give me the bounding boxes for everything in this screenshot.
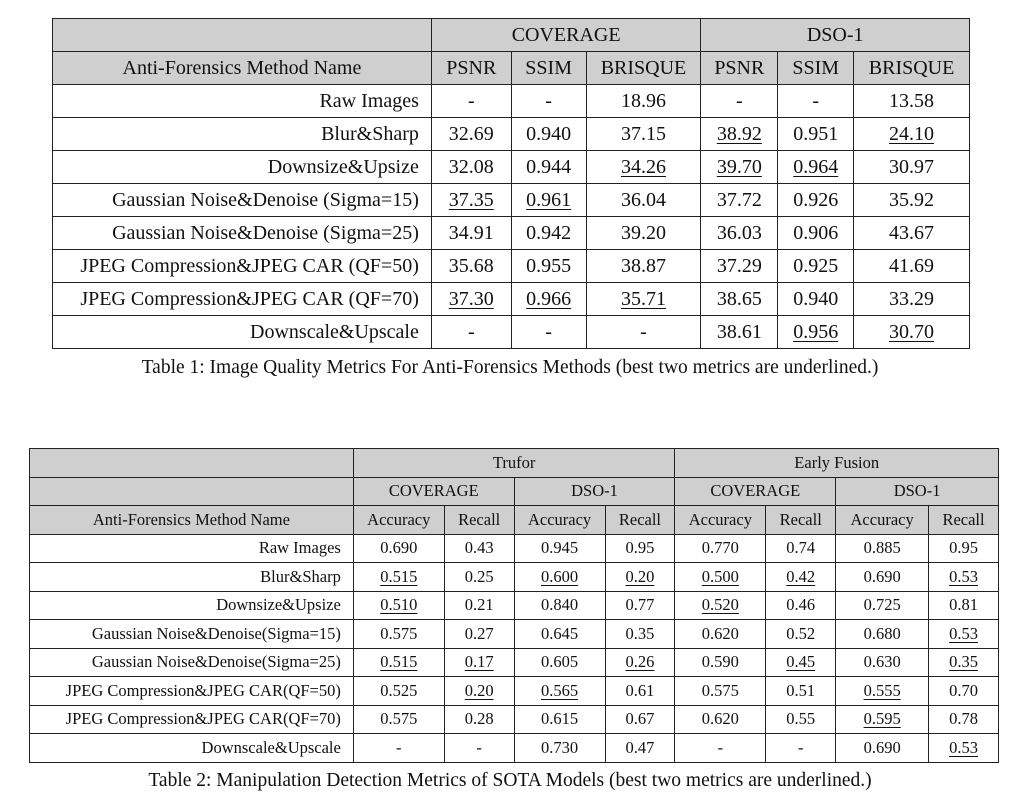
table1-method-name: Downscale&Upscale [53, 316, 432, 349]
table2-metric-header: Accuracy [514, 506, 605, 535]
table1-value: 0.961 [526, 188, 572, 211]
table2-value-cell [514, 591, 605, 620]
table2-caption: Table 2: Manipulation Detection Metrics of SOTA Models (best two metrics are underlined.) [148, 770, 872, 791]
table2-value: - [717, 737, 724, 757]
table2-value: 0.565 [541, 680, 579, 700]
table1-row [53, 85, 970, 118]
table1-method-name: Raw Images [53, 85, 432, 118]
table1-value-cell [586, 118, 701, 151]
table2-value: 0.525 [380, 680, 418, 700]
table1-value-cell [431, 184, 511, 217]
table1-value-cell [778, 151, 854, 184]
table2-value-cell [675, 705, 766, 734]
table1-value: - [467, 320, 475, 343]
table1-value: 0.951 [793, 122, 839, 145]
table2-value-cell [444, 677, 514, 706]
table1-value-cell [511, 250, 586, 283]
table2-value-cell [514, 534, 605, 563]
table1-value-cell [854, 85, 970, 118]
table1-value-cell [586, 316, 701, 349]
table2-value: 0.74 [786, 538, 816, 558]
table2-dataset-header: DSO-1 [836, 477, 999, 506]
table1-value: 0.956 [793, 320, 839, 343]
table1-value: - [545, 89, 552, 112]
table2-value: 0.515 [380, 652, 418, 672]
table1-value-cell [778, 283, 854, 316]
table1-value-cell [586, 184, 701, 217]
table2-value: 0.575 [380, 709, 418, 729]
table2-value-cell [766, 734, 836, 763]
table2-value-cell [766, 534, 836, 563]
table2-metric-header: Accuracy [353, 506, 444, 535]
table2-value-cell [514, 620, 605, 649]
table2-value: 0.945 [541, 538, 579, 558]
table1-method-name: JPEG Compression&JPEG CAR (QF=50) [53, 250, 432, 283]
table1-value: 38.92 [716, 122, 762, 145]
table1-metric-row [53, 52, 970, 85]
table2-value: 0.840 [541, 595, 579, 615]
table2-value: 0.630 [863, 652, 901, 672]
table1-value-cell [431, 283, 511, 316]
table1-body [53, 85, 970, 349]
table1-value: 38.87 [620, 254, 666, 277]
table1-value-cell [431, 316, 511, 349]
table2-value: 0.645 [541, 623, 579, 643]
table2-corner-cell [30, 449, 354, 478]
table1-value: 36.04 [620, 188, 666, 211]
table2-value-cell [675, 620, 766, 649]
table1-method-header: Anti-Forensics Method Name [53, 52, 432, 85]
table1-value: 30.70 [889, 320, 935, 343]
table1-value: 33.29 [889, 287, 935, 310]
table1-value: 35.92 [889, 188, 935, 211]
table2-model-header: Trufor [353, 449, 675, 478]
table2-value: 0.690 [863, 566, 901, 586]
table2-value-cell [675, 648, 766, 677]
table1-row [53, 184, 970, 217]
table1-value: 37.30 [448, 287, 494, 310]
table2-metric-header: Accuracy [836, 506, 929, 535]
table1-value-cell [854, 283, 970, 316]
table2-corner-cell [30, 477, 354, 506]
table1-value: 18.96 [620, 89, 666, 112]
table2-value: 0.730 [541, 737, 579, 757]
table2-value: 0.575 [701, 680, 739, 700]
table2-value-cell [836, 677, 929, 706]
table2-value-cell [675, 591, 766, 620]
table2-value-cell [836, 705, 929, 734]
table2-body [30, 534, 999, 762]
table2-value: 0.77 [625, 595, 655, 615]
table2-value-cell [675, 677, 766, 706]
table1-value-cell [511, 184, 586, 217]
table1-value: 39.20 [620, 221, 666, 244]
table1-value-cell [431, 151, 511, 184]
table1-value: 38.61 [716, 320, 762, 343]
table2-value: 0.52 [786, 623, 816, 643]
table1-method-name: Gaussian Noise&Denoise (Sigma=15) [53, 184, 432, 217]
table2-value: 0.51 [786, 680, 816, 700]
table1-value-cell [511, 118, 586, 151]
table1-value: 0.940 [793, 287, 839, 310]
table2-value-cell [836, 591, 929, 620]
table2-value-cell [444, 648, 514, 677]
table2-value: 0.47 [625, 737, 655, 757]
table1-value-cell [778, 250, 854, 283]
table1-method-name: Gaussian Noise&Denoise (Sigma=25) [53, 217, 432, 250]
table1-value: 24.10 [889, 122, 935, 145]
table2-value-cell [605, 620, 675, 649]
table2-method-name: JPEG Compression&JPEG CAR(QF=70) [30, 705, 354, 734]
table2-value: 0.55 [786, 709, 816, 729]
table2-value-cell [444, 620, 514, 649]
table1-value-cell [701, 250, 778, 283]
table1-value: 36.03 [716, 221, 762, 244]
table1-value-cell [511, 151, 586, 184]
table2-method-name: Raw Images [30, 534, 354, 563]
table2-value: - [396, 737, 402, 757]
table2-value: 0.690 [380, 538, 418, 558]
table1-value: - [736, 89, 743, 112]
table1-metric-header: PSNR [431, 52, 511, 85]
table2-dataset-header: DSO-1 [514, 477, 675, 506]
table1-group-header: DSO-1 [701, 19, 970, 52]
table2-value: - [476, 737, 482, 757]
table1-value: 35.71 [620, 287, 666, 310]
table1-value-cell [586, 217, 701, 250]
table2-value-cell [605, 734, 675, 763]
table1-value-cell [586, 85, 701, 118]
table1-value: 38.65 [716, 287, 762, 310]
table1-value-cell [854, 217, 970, 250]
table2-value-cell [444, 705, 514, 734]
table1-value-cell [778, 217, 854, 250]
table1-value: 0.966 [526, 287, 572, 310]
table1-value-cell [854, 184, 970, 217]
table2-value: 0.725 [863, 595, 901, 615]
table2-value-cell [766, 563, 836, 592]
table1-value-cell [511, 283, 586, 316]
table2-method-name: Gaussian Noise&Denoise(Sigma=15) [30, 620, 354, 649]
table1-value: 37.15 [620, 122, 666, 145]
table2-value-cell [675, 534, 766, 563]
table2-value-cell [514, 705, 605, 734]
table2-value: 0.620 [701, 623, 739, 643]
table1-value: - [812, 89, 820, 112]
table1-row [53, 151, 970, 184]
table2-value-cell [929, 563, 999, 592]
table1-value-cell [701, 184, 778, 217]
table2-value-cell [444, 734, 514, 763]
table1-value: 37.29 [716, 254, 762, 277]
table2-value: 0.595 [863, 709, 901, 729]
table2-dataset-row [30, 477, 999, 506]
table2-value-cell [836, 734, 929, 763]
table1-value-cell [431, 217, 511, 250]
table2-value-cell [444, 563, 514, 592]
table1-value-cell [431, 85, 511, 118]
table2-value-cell [675, 734, 766, 763]
table1-value-cell [586, 151, 701, 184]
table1-value-cell [701, 85, 778, 118]
table2-model-row [30, 449, 999, 478]
table1-row [53, 217, 970, 250]
table2-metric-header: Recall [766, 506, 836, 535]
table1-method-name: Downsize&Upsize [53, 151, 432, 184]
table2-value: 0.605 [541, 652, 579, 672]
table2-value-cell [836, 648, 929, 677]
table1-value: 0.925 [793, 254, 839, 277]
table2-value: 0.42 [786, 566, 816, 586]
table1-value: - [467, 89, 475, 112]
table2-method-name: JPEG Compression&JPEG CAR(QF=50) [30, 677, 354, 706]
table2-method-header: Anti-Forensics Method Name [30, 506, 354, 535]
table2-value: 0.27 [464, 623, 494, 643]
table2-value: 0.500 [701, 566, 739, 586]
table1-value-cell [431, 118, 511, 151]
table2-value: - [797, 737, 804, 757]
table1-value: 43.67 [889, 221, 935, 244]
table1-value: 32.69 [448, 122, 494, 145]
table1-metric-header: PSNR [701, 52, 778, 85]
table2-value: 0.46 [786, 595, 816, 615]
table2-value-cell [353, 534, 444, 563]
table2-value-cell [353, 677, 444, 706]
table2-row [30, 591, 999, 620]
table1-value-cell [778, 118, 854, 151]
table2-value: 0.590 [701, 652, 739, 672]
table2-value-cell [929, 705, 999, 734]
table1-value-cell [778, 184, 854, 217]
table2-dataset-header: COVERAGE [675, 477, 836, 506]
table1-value-cell [854, 316, 970, 349]
table1-value-cell [778, 316, 854, 349]
table2-value-cell [929, 734, 999, 763]
table1-value: 0.942 [526, 221, 572, 244]
table1-value: 32.08 [448, 155, 494, 178]
table2-dataset-header: COVERAGE [353, 477, 514, 506]
table2-value: 0.43 [464, 538, 494, 558]
table2-value-cell [353, 591, 444, 620]
table2-metric-header: Accuracy [675, 506, 766, 535]
table1-value: 34.26 [620, 155, 666, 178]
table1-value: 41.69 [889, 254, 935, 277]
table2-value: 0.81 [949, 595, 978, 615]
table1-value: 37.72 [716, 188, 762, 211]
table1-value: 13.58 [889, 89, 935, 112]
table1-value: 35.68 [448, 254, 494, 277]
table2-method-name: Downsize&Upsize [30, 591, 354, 620]
table2-value: 0.25 [464, 566, 494, 586]
table1-corner-cell [53, 19, 432, 52]
table2-method-name: Downscale&Upscale [30, 734, 354, 763]
table2-row [30, 534, 999, 563]
table2-value-cell [514, 563, 605, 592]
table1-row [53, 283, 970, 316]
table2-value: 0.53 [949, 566, 978, 586]
table2-value: 0.770 [701, 538, 739, 558]
table2-value-cell [605, 534, 675, 563]
table2-value: 0.620 [701, 709, 739, 729]
table2-metric-header: Recall [444, 506, 514, 535]
table2-value-cell [836, 534, 929, 563]
table2-value-cell [444, 534, 514, 563]
table2-value: 0.680 [863, 623, 901, 643]
table1-value: 0.944 [526, 155, 572, 178]
table1-value: 0.964 [793, 155, 839, 178]
table2-value-cell [766, 677, 836, 706]
table1-value-cell [701, 151, 778, 184]
table1-value-cell [511, 85, 586, 118]
table2-value: 0.70 [949, 680, 978, 700]
table1-value-cell [701, 118, 778, 151]
table1-value-cell [854, 151, 970, 184]
table2-value-cell [353, 563, 444, 592]
table1-metric-header: BRISQUE [854, 52, 970, 85]
table1-value: 34.91 [448, 221, 494, 244]
table1-metric-header: SSIM [778, 52, 854, 85]
table2-value-cell [353, 734, 444, 763]
table2-value-cell [929, 534, 999, 563]
table2-value: 0.600 [541, 566, 579, 586]
table1-value: 39.70 [716, 155, 762, 178]
table2-value: 0.67 [625, 709, 655, 729]
table2-value-cell [353, 648, 444, 677]
table2-value: 0.53 [949, 623, 978, 643]
table2-value-cell [929, 677, 999, 706]
table1-metric-header: BRISQUE [586, 52, 701, 85]
table2-value-cell [929, 648, 999, 677]
table2-value: 0.28 [464, 709, 494, 729]
table1-value-cell [511, 217, 586, 250]
table1-row [53, 250, 970, 283]
table2-value: 0.21 [464, 595, 494, 615]
table1-value: - [640, 320, 647, 343]
table1-value: 30.97 [889, 155, 935, 178]
table1-value: 0.906 [793, 221, 839, 244]
table2-value-cell [605, 677, 675, 706]
table2-value: 0.45 [786, 652, 816, 672]
table2-value-cell [353, 620, 444, 649]
table1-value-cell [586, 283, 701, 316]
table2-value: 0.555 [863, 680, 901, 700]
table1-value-cell [586, 250, 701, 283]
table2-value: 0.95 [625, 538, 655, 558]
table1-value-cell [701, 217, 778, 250]
table2-value-cell [929, 620, 999, 649]
table2-value: 0.26 [625, 652, 655, 672]
table1-value: 0.955 [526, 254, 572, 277]
detection-metrics-table [29, 448, 999, 763]
table2-value: 0.520 [701, 595, 739, 615]
table2-row [30, 734, 999, 763]
table2-row [30, 620, 999, 649]
table2-row [30, 705, 999, 734]
table2-row [30, 677, 999, 706]
table1-row [53, 316, 970, 349]
table1-value: 0.940 [526, 122, 572, 145]
table2-metric-header: Recall [929, 506, 999, 535]
quality-metrics-table [52, 18, 970, 349]
table2-value-cell [836, 620, 929, 649]
table2-value-cell [836, 563, 929, 592]
table2-value: 0.78 [949, 709, 978, 729]
table2-method-name: Gaussian Noise&Denoise(Sigma=25) [30, 648, 354, 677]
table2-row [30, 648, 999, 677]
table2-value: 0.95 [949, 538, 978, 558]
table1-value: - [545, 320, 552, 343]
table1-value-cell [701, 283, 778, 316]
table1-value-cell [511, 316, 586, 349]
table2-value-cell [766, 648, 836, 677]
table1-group-row [53, 19, 970, 52]
table2-value: 0.35 [625, 623, 655, 643]
table2-value-cell [353, 705, 444, 734]
table2-metric-header: Recall [605, 506, 675, 535]
table2-value-cell [766, 705, 836, 734]
table1-method-name: Blur&Sharp [53, 118, 432, 151]
table2-value: 0.510 [380, 595, 418, 615]
table2-value: 0.690 [863, 737, 901, 757]
table2-value: 0.515 [380, 566, 418, 586]
table2-value: 0.61 [625, 680, 655, 700]
table2-value-cell [605, 563, 675, 592]
table2-value-cell [605, 648, 675, 677]
table1-value-cell [701, 316, 778, 349]
table2-value-cell [605, 591, 675, 620]
table1-value-cell [778, 85, 854, 118]
table1-method-name: JPEG Compression&JPEG CAR (QF=70) [53, 283, 432, 316]
table1-caption: Table 1: Image Quality Metrics For Anti-Forensics Methods (best two metrics are underlined.) [141, 357, 879, 378]
table2-value-cell [514, 648, 605, 677]
table2-value: 0.35 [949, 652, 978, 672]
table1-value: 37.35 [448, 188, 494, 211]
table2-value: 0.17 [464, 652, 494, 672]
table2-value: 0.885 [863, 538, 901, 558]
table2-value: 0.53 [949, 737, 978, 757]
table2-row [30, 563, 999, 592]
table2-value: 0.615 [541, 709, 579, 729]
table1-metric-header: SSIM [511, 52, 586, 85]
table2-value: 0.20 [464, 680, 494, 700]
table2-metric-row [30, 506, 999, 535]
table2-value: 0.575 [380, 623, 418, 643]
table2-value-cell [514, 734, 605, 763]
table2-value-cell [675, 563, 766, 592]
table2-value-cell [929, 591, 999, 620]
table1-value-cell [854, 250, 970, 283]
table2-value-cell [444, 591, 514, 620]
table1-value-cell [431, 250, 511, 283]
table2-value-cell [766, 620, 836, 649]
table2-value: 0.20 [625, 566, 655, 586]
table1-value-cell [854, 118, 970, 151]
table2-method-name: Blur&Sharp [30, 563, 354, 592]
table1-value: 0.926 [793, 188, 839, 211]
table2-value-cell [766, 591, 836, 620]
table2-value-cell [605, 705, 675, 734]
table2-value-cell [514, 677, 605, 706]
table1-group-header: COVERAGE [431, 19, 701, 52]
table1-row [53, 118, 970, 151]
table2-model-header: Early Fusion [675, 449, 999, 478]
